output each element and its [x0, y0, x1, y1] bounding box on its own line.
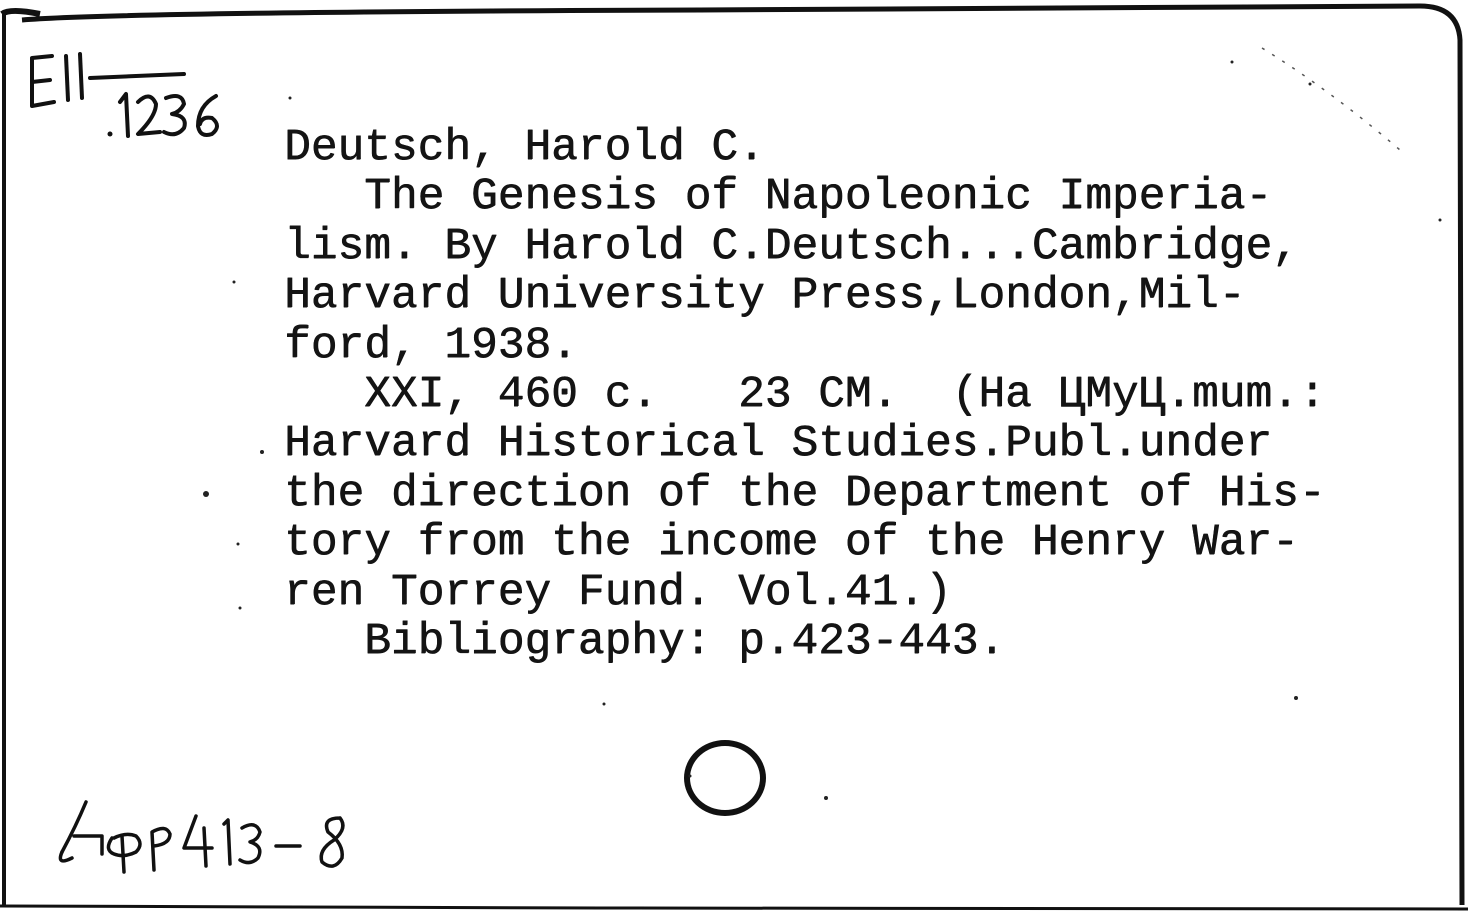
- entry-line-title: The Genesis of Napoleonic Imperia-: [284, 172, 1273, 223]
- entry-line: the direction of the Department of His-: [284, 468, 1326, 519]
- entry-line: ford, 1938.: [284, 320, 578, 371]
- entry-line-author: Deutsch, Harold C.: [284, 123, 765, 173]
- entry-line-note: Bibliography: p.423-443.: [284, 617, 1006, 668]
- entry-line: lism. By Harold C.Deutsch...Cambridge,: [284, 221, 1299, 272]
- call-number-handwritten: [26, 46, 246, 156]
- card-punch-hole: [684, 740, 766, 816]
- catalog-entry-text: [284, 124, 1454, 667]
- accession-number-handwritten: [52, 796, 392, 876]
- entry-line-series: Harvard Historical Studies.Publ.under: [284, 419, 1273, 470]
- entry-line: ren Torrey Fund. Vol.41.): [284, 567, 952, 618]
- entry-line-collation: XXI, 460 c. 23 CM. (Ha ЦМуЦ.mum.:: [284, 370, 1326, 421]
- entry-line-imprint: Harvard University Press,London,Mil-: [284, 271, 1246, 322]
- entry-line: tory from the income of the Henry War-: [284, 518, 1299, 569]
